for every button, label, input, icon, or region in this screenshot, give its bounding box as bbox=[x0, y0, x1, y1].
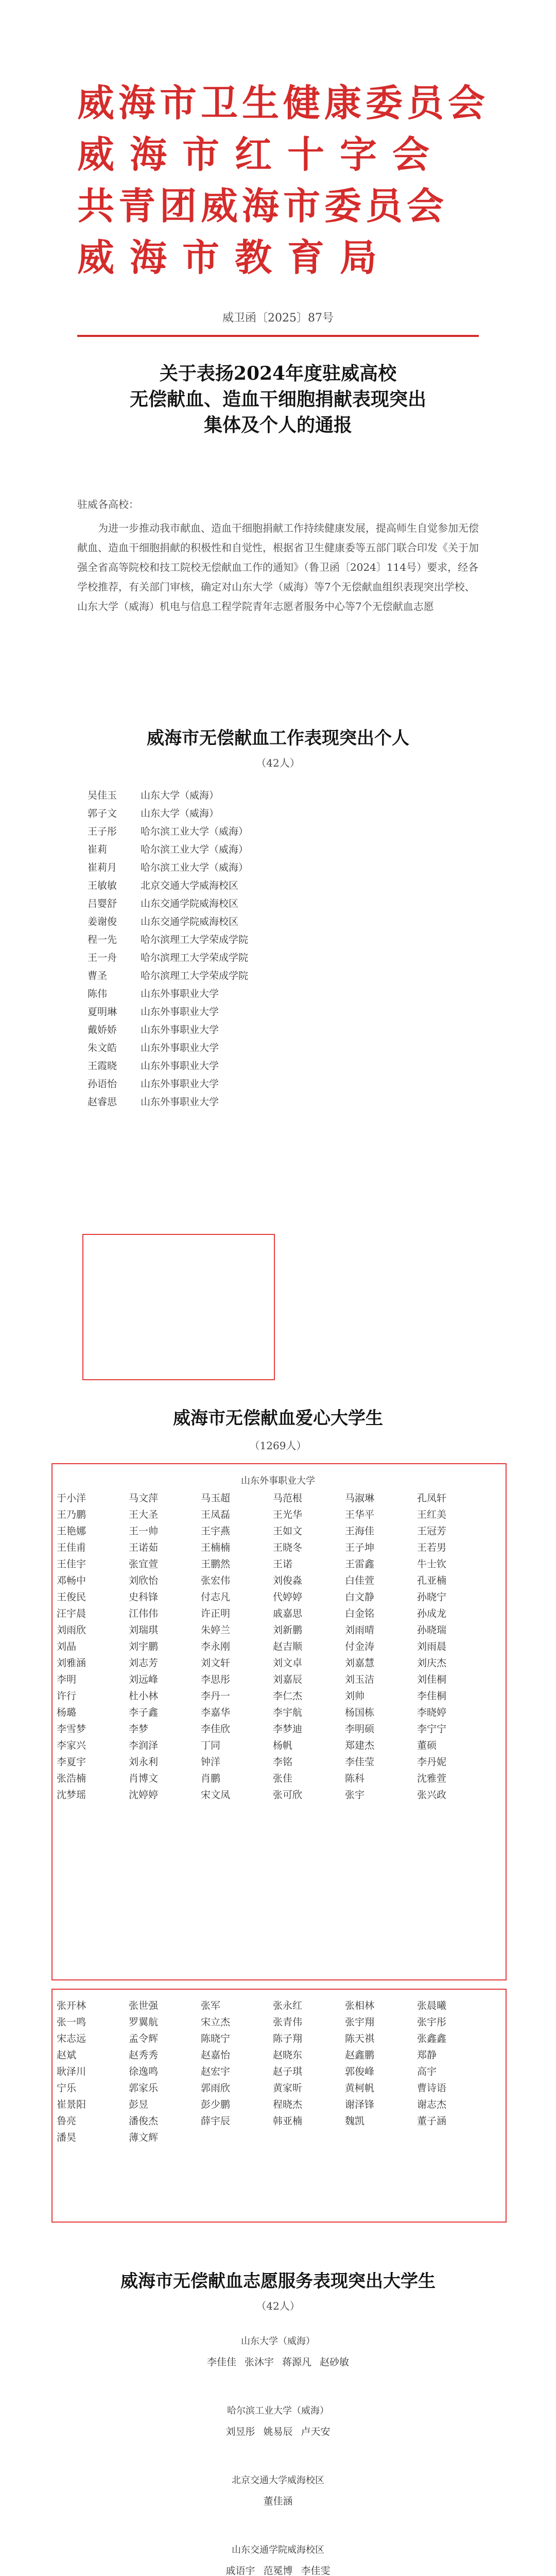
student-name: 张宜萱 bbox=[129, 1558, 159, 1570]
name-row bbox=[57, 1720, 499, 1736]
name-row bbox=[57, 1687, 499, 1703]
name-row bbox=[57, 2013, 499, 2029]
affiliation: 哈尔滨理工大学荣成学院 bbox=[141, 970, 249, 981]
student-name: 刘宇鹏 bbox=[129, 1640, 159, 1652]
student-name: 董硕 bbox=[417, 1739, 437, 1751]
name-row bbox=[57, 1769, 499, 1786]
person-name: 王子彤 bbox=[88, 826, 117, 837]
section-count: （42人） bbox=[256, 757, 300, 769]
individual-entry bbox=[88, 1020, 530, 1038]
student-name: 刘嘉辰 bbox=[273, 1673, 303, 1685]
person-name: 曹圣 bbox=[88, 970, 108, 981]
affiliation: 山东交通学院威海校区 bbox=[141, 916, 239, 927]
individual-entry bbox=[88, 912, 530, 930]
affiliation: 山东交通学院威海校区 bbox=[141, 898, 239, 909]
person-name: 王敏敏 bbox=[88, 880, 117, 891]
name-row bbox=[57, 1670, 499, 1687]
name-row bbox=[57, 2046, 499, 2062]
student-name: 张宇 bbox=[345, 1789, 365, 1801]
student-name: 彭昱 bbox=[129, 2098, 149, 2110]
student-name: 孔凤轩 bbox=[417, 1492, 447, 1504]
student-name: 戚嘉思 bbox=[273, 1607, 303, 1619]
student-name: 王乃鹏 bbox=[57, 1509, 86, 1520]
student-name: 黄柯帆 bbox=[345, 2082, 375, 2094]
affiliation: 哈尔滨工业大学（威海） bbox=[141, 862, 249, 873]
student-name: 王冠芳 bbox=[417, 1525, 447, 1537]
student-name: 陈晓宁 bbox=[201, 2032, 231, 2044]
name-row bbox=[57, 1489, 499, 1505]
person-name: 朱文皓 bbox=[88, 1042, 117, 1054]
affiliation: 北京交通大学威海校区 bbox=[141, 880, 239, 891]
student-name: 刘远峰 bbox=[129, 1673, 159, 1685]
individual-entry bbox=[88, 1092, 530, 1110]
student-name: 郭俊峰 bbox=[345, 2065, 375, 2077]
individual-entry bbox=[88, 984, 530, 1002]
affiliation: 山东外事职业大学 bbox=[141, 1060, 219, 1072]
student-name: 刘雨晨 bbox=[417, 1640, 447, 1652]
student-name: 董子涵 bbox=[417, 2115, 447, 2127]
student-name: 张浩楠 bbox=[57, 1772, 86, 1784]
student-name: 刘文卓 bbox=[273, 1657, 303, 1669]
person-name: 吴佳玉 bbox=[88, 790, 117, 801]
body-paragraph: 为进一步推动我市献血、造血干细胞捐献工作持续健康发展，提高师生自觉参加无偿献血、造血干细胞捐献的积极性和自觉性，根据省卫生健康委等五部门联合印发《关于加强全省高等院校和技工院校无偿献血工作的通知》（鲁卫函〔2024〕114号）要求，经各学校推荐，有关部门审核，确定对山东大学（威海）等7个无偿献血组织表现突出学校、山东大学（威海）机电与信息工程学院青年志愿者服务中心等7个无偿献血志愿 bbox=[77, 522, 479, 613]
student-name: 于小洋 bbox=[57, 1492, 86, 1504]
affiliation: 哈尔滨理工大学荣成学院 bbox=[141, 934, 249, 945]
student-name: 王楠楠 bbox=[201, 1541, 231, 1553]
highlight-box bbox=[82, 1234, 275, 1380]
section-count: （42人） bbox=[256, 2300, 300, 2312]
name-row bbox=[57, 1555, 499, 1571]
student-name: 沈梦瑶 bbox=[57, 1789, 86, 1801]
student-name: 张世强 bbox=[129, 1999, 159, 2011]
red-divider bbox=[77, 335, 479, 337]
student-name: 李明 bbox=[57, 1673, 77, 1685]
student-name: 赵宏宇 bbox=[201, 2065, 231, 2077]
student-name: 肖博文 bbox=[129, 1772, 159, 1784]
student-name: 赵秀秀 bbox=[129, 2049, 159, 2061]
student-name: 李嘉华 bbox=[201, 1706, 231, 1718]
person-name: 董佳涵 bbox=[263, 2496, 293, 2507]
individual-entry bbox=[88, 1074, 530, 1092]
individual-list bbox=[88, 786, 530, 1110]
student-name: 马范根 bbox=[273, 1492, 303, 1504]
individual-entry bbox=[88, 930, 530, 948]
name-row bbox=[57, 2062, 499, 2079]
student-name: 鲁亮 bbox=[57, 2115, 77, 2127]
student-name: 高宇 bbox=[417, 2065, 437, 2077]
student-name: 张相林 bbox=[345, 1999, 375, 2011]
name-row bbox=[57, 2095, 499, 2112]
person-name: 夏明琳 bbox=[88, 1006, 117, 1018]
student-name: 李子鑫 bbox=[129, 1706, 159, 1718]
student-name: 李梦 bbox=[129, 1723, 149, 1735]
org-line-4: 威海市教育局 bbox=[77, 235, 393, 279]
student-name: 薛宇辰 bbox=[201, 2115, 231, 2127]
affiliation: 山东外事职业大学 bbox=[141, 1096, 219, 1108]
student-name: 韩亚楠 bbox=[273, 2115, 303, 2127]
student-name: 刘雨欣 bbox=[57, 1624, 86, 1636]
affiliation: 山东大学（威海） bbox=[141, 808, 219, 819]
student-name: 李仁杰 bbox=[273, 1690, 303, 1702]
student-name: 李明硕 bbox=[345, 1723, 375, 1735]
student-name: 李润泽 bbox=[129, 1739, 159, 1751]
school-heading: 哈尔滨工业大学（威海） bbox=[227, 2405, 329, 2416]
person-name: 赵砂敏 bbox=[320, 2357, 350, 2368]
name-row bbox=[57, 1703, 499, 1720]
student-name: 李家兴 bbox=[57, 1739, 86, 1751]
student-name: 王大圣 bbox=[129, 1509, 159, 1520]
person-name: 陈伟 bbox=[88, 988, 108, 999]
student-name: 张晨曦 bbox=[417, 1999, 447, 2011]
title-line-3: 集体及个人的通报 bbox=[203, 414, 352, 436]
student-name: 郑静 bbox=[417, 2049, 437, 2061]
student-name: 刘佳桐 bbox=[417, 1673, 447, 1685]
student-name: 江伟伟 bbox=[129, 1607, 159, 1619]
student-name: 宋志远 bbox=[57, 2032, 86, 2044]
student-name: 曹诗语 bbox=[417, 2082, 447, 2094]
student-name: 沈雅萱 bbox=[417, 1772, 447, 1784]
school-heading: 山东交通学院威海校区 bbox=[232, 2545, 324, 2555]
student-name: 张青伟 bbox=[273, 2016, 303, 2028]
student-name: 耿泽川 bbox=[57, 2065, 86, 2077]
person-name: 程一先 bbox=[88, 934, 117, 945]
person-name: 孙语怡 bbox=[88, 1078, 117, 1090]
student-name: 李思彤 bbox=[201, 1673, 231, 1685]
name-row bbox=[57, 2128, 499, 2145]
affiliation: 哈尔滨工业大学（威海） bbox=[141, 844, 249, 855]
title-line-2: 无偿献血、造血干细胞捐献表现突出 bbox=[129, 388, 426, 410]
student-name: 郭家乐 bbox=[129, 2082, 159, 2094]
student-name: 张永红 bbox=[273, 1999, 303, 2011]
student-name: 刘雨晴 bbox=[345, 1624, 375, 1636]
student-name: 孟令辉 bbox=[129, 2032, 159, 2044]
person-name: 刘昱彤 bbox=[225, 2426, 255, 2437]
student-name: 陈天祺 bbox=[345, 2032, 375, 2044]
student-name: 张鑫鑫 bbox=[417, 2032, 447, 2044]
student-name: 刘志芳 bbox=[129, 1657, 159, 1669]
name-row bbox=[57, 1505, 499, 1522]
person-name: 王一舟 bbox=[88, 952, 117, 963]
name-row bbox=[57, 1996, 499, 2013]
affiliation: 山东外事职业大学 bbox=[141, 988, 219, 999]
individual-entry bbox=[88, 876, 530, 894]
name-row bbox=[57, 2029, 499, 2046]
student-name: 王若男 bbox=[417, 1541, 447, 1553]
school-heading: 山东大学（威海） bbox=[241, 2336, 315, 2347]
person-name: 姚易辰 bbox=[263, 2426, 293, 2437]
student-name: 张一鸣 bbox=[57, 2016, 86, 2028]
student-name: 王诺茹 bbox=[129, 1541, 159, 1553]
student-name: 赵晓东 bbox=[273, 2049, 303, 2061]
issuing-organizations bbox=[77, 77, 490, 283]
student-name: 杨帆 bbox=[273, 1739, 293, 1751]
name-row bbox=[57, 1654, 499, 1670]
student-name: 刘雅涵 bbox=[57, 1657, 86, 1669]
name-row bbox=[57, 1588, 499, 1604]
student-name: 付金涛 bbox=[345, 1640, 375, 1652]
title-line-1: 关于表扬2024年度驻威高校 bbox=[159, 363, 397, 384]
student-name: 王俊民 bbox=[57, 1591, 86, 1603]
student-name: 孙成龙 bbox=[417, 1607, 447, 1619]
student-name: 谢泽锋 bbox=[345, 2098, 375, 2110]
student-name: 沈婷婷 bbox=[129, 1789, 159, 1801]
student-name: 程晓杰 bbox=[273, 2098, 303, 2110]
student-name: 刘晶 bbox=[57, 1640, 77, 1652]
section-title-students: 威海市无偿献血爱心大学生 bbox=[173, 1408, 383, 1429]
student-name: 郭雨欣 bbox=[201, 2082, 231, 2094]
notice-title bbox=[0, 361, 556, 438]
individual-entry bbox=[88, 804, 530, 822]
person-name: 张沐宇 bbox=[244, 2357, 274, 2368]
individual-entry bbox=[88, 822, 530, 840]
person-name: 崔莉 bbox=[88, 844, 108, 855]
name-row bbox=[0, 2354, 556, 2368]
student-name: 王华平 bbox=[345, 1509, 375, 1520]
student-name: 刘庆杰 bbox=[417, 1657, 447, 1669]
student-name: 杨国栋 bbox=[345, 1706, 375, 1718]
student-name: 刘帅 bbox=[345, 1690, 365, 1702]
individual-entry bbox=[88, 858, 530, 876]
student-name: 李永刚 bbox=[201, 1640, 231, 1652]
student-name: 王宇燕 bbox=[201, 1525, 231, 1537]
name-row bbox=[57, 2112, 499, 2128]
individual-entry bbox=[88, 1038, 530, 1056]
individual-entry bbox=[88, 948, 530, 966]
person-name: 蒋源凡 bbox=[282, 2357, 312, 2368]
individual-entry bbox=[88, 1002, 530, 1020]
student-name: 张宏伟 bbox=[201, 1574, 231, 1586]
person-name: 崔莉月 bbox=[88, 862, 117, 873]
person-name: 李佳雯 bbox=[301, 2565, 331, 2576]
student-name: 刘永利 bbox=[129, 1756, 159, 1768]
student-name: 白金铭 bbox=[345, 1607, 375, 1619]
name-row bbox=[57, 1604, 499, 1621]
student-name: 刘文轩 bbox=[201, 1657, 231, 1669]
name-row bbox=[57, 2079, 499, 2095]
student-name: 黄家昕 bbox=[273, 2082, 303, 2094]
student-name: 张军 bbox=[201, 1999, 221, 2011]
section-title-volunteers: 威海市无偿献血志愿服务表现突出大学生 bbox=[120, 2271, 436, 2292]
school-heading: 北京交通大学威海校区 bbox=[232, 2475, 324, 2486]
org-line-2: 威海市红十字会 bbox=[77, 132, 445, 176]
student-name: 李宇航 bbox=[273, 1706, 303, 1718]
student-name: 王雷鑫 bbox=[345, 1558, 375, 1570]
student-name: 白佳萱 bbox=[345, 1574, 375, 1586]
student-name: 王海佳 bbox=[345, 1525, 375, 1537]
student-name: 许正明 bbox=[201, 1607, 231, 1619]
section-count: （1269人） bbox=[249, 1439, 307, 1452]
person-name: 范冕博 bbox=[263, 2565, 293, 2576]
student-name: 丁同 bbox=[201, 1739, 221, 1751]
student-name: 刘瑞琪 bbox=[129, 1624, 159, 1636]
student-grid-continued bbox=[57, 1996, 499, 2145]
individual-entry bbox=[88, 894, 530, 912]
affiliation: 山东外事职业大学 bbox=[141, 1078, 219, 1090]
affiliation: 山东外事职业大学 bbox=[141, 1042, 219, 1054]
student-name: 孙晓瑞 bbox=[417, 1624, 447, 1636]
student-name: 杨璐 bbox=[57, 1706, 77, 1718]
student-name: 张宇彤 bbox=[417, 2016, 447, 2028]
student-name: 代婷婷 bbox=[273, 1591, 303, 1603]
student-name: 王凤磊 bbox=[201, 1509, 231, 1520]
student-name: 赵鑫鹏 bbox=[345, 2049, 375, 2061]
student-name: 刘嘉慧 bbox=[345, 1657, 375, 1669]
student-name: 谢志杰 bbox=[417, 2098, 447, 2110]
student-name: 张佳 bbox=[273, 1772, 293, 1784]
person-name: 吕婴舒 bbox=[88, 898, 117, 909]
student-name: 肖鹏 bbox=[201, 1772, 221, 1784]
individual-entry bbox=[88, 840, 530, 858]
student-name: 付志凡 bbox=[201, 1591, 231, 1603]
person-name: 姜谢俊 bbox=[88, 916, 117, 927]
student-name: 李雪梦 bbox=[57, 1723, 86, 1735]
student-name: 赵子琪 bbox=[273, 2065, 303, 2077]
student-name: 李梦迪 bbox=[273, 1723, 303, 1735]
affiliation: 山东外事职业大学 bbox=[141, 1024, 219, 1036]
student-name: 赵斌 bbox=[57, 2049, 77, 2061]
student-name: 孙晓宁 bbox=[417, 1591, 447, 1603]
name-row bbox=[57, 1753, 499, 1769]
student-name: 张可欣 bbox=[273, 1789, 303, 1801]
student-name: 李夏宇 bbox=[57, 1756, 86, 1768]
student-name: 刘玉洁 bbox=[345, 1673, 375, 1685]
name-row bbox=[57, 1538, 499, 1555]
student-name: 李铭 bbox=[273, 1756, 293, 1768]
student-grid bbox=[57, 1489, 499, 1802]
person-name: 王霞晓 bbox=[88, 1060, 117, 1072]
student-name: 宋文凤 bbox=[201, 1789, 231, 1801]
person-name: 卢天安 bbox=[301, 2426, 331, 2437]
student-name: 史科锋 bbox=[129, 1591, 159, 1603]
student-name: 李佳莹 bbox=[345, 1756, 375, 1768]
document-number: 威卫函〔2025〕87号 bbox=[222, 312, 334, 325]
student-name: 王一帅 bbox=[129, 1525, 159, 1537]
student-name: 李宁宁 bbox=[417, 1723, 447, 1735]
student-name: 宁乐 bbox=[57, 2082, 77, 2094]
notice-body bbox=[77, 495, 479, 616]
student-name: 王佳宇 bbox=[57, 1558, 86, 1570]
student-name: 李丹一 bbox=[201, 1690, 231, 1702]
student-name: 刘新鹏 bbox=[273, 1624, 303, 1636]
student-name: 牛士钦 bbox=[417, 1558, 447, 1570]
student-name: 李丹妮 bbox=[417, 1756, 447, 1768]
student-name: 王子坤 bbox=[345, 1541, 375, 1553]
school-heading: 山东外事职业大学 bbox=[241, 1476, 315, 1486]
student-name: 白文静 bbox=[345, 1591, 375, 1603]
student-name: 赵嘉怡 bbox=[201, 2049, 231, 2061]
affiliation: 哈尔滨工业大学（威海） bbox=[141, 826, 249, 837]
student-name: 薄文辉 bbox=[129, 2131, 159, 2143]
student-name: 李晓婷 bbox=[417, 1706, 447, 1718]
name-row bbox=[0, 2563, 556, 2576]
name-row bbox=[57, 1571, 499, 1588]
student-name: 马淑琳 bbox=[345, 1492, 375, 1504]
student-name: 张开林 bbox=[57, 1999, 86, 2011]
student-name: 许行 bbox=[57, 1690, 77, 1702]
student-name: 陈子翔 bbox=[273, 2032, 303, 2044]
student-name: 王佳甫 bbox=[57, 1541, 86, 1553]
person-name: 李佳佳 bbox=[206, 2357, 236, 2368]
affiliation: 山东外事职业大学 bbox=[141, 1006, 219, 1018]
name-row bbox=[57, 1522, 499, 1538]
person-name: 戚语宇 bbox=[225, 2565, 255, 2576]
affiliation: 哈尔滨理工大学荣成学院 bbox=[141, 952, 249, 963]
student-name: 钟洋 bbox=[201, 1756, 221, 1768]
student-name: 宋立杰 bbox=[201, 2016, 231, 2028]
salutation: 驻威各高校： bbox=[77, 498, 139, 511]
section-title-individuals: 威海市无偿献血工作表现突出个人 bbox=[147, 728, 409, 749]
student-name: 潘俊杰 bbox=[129, 2115, 159, 2127]
student-name: 王鹏然 bbox=[201, 1558, 231, 1570]
student-name: 潘昊 bbox=[57, 2131, 77, 2143]
affiliation: 山东大学（威海） bbox=[141, 790, 219, 801]
person-name: 赵睿思 bbox=[88, 1096, 117, 1108]
student-name: 刘欣怡 bbox=[129, 1574, 159, 1586]
org-line-1: 威海市卫生健康委员会 bbox=[77, 81, 490, 125]
student-name: 张宇翔 bbox=[345, 2016, 375, 2028]
individual-entry bbox=[88, 966, 530, 984]
student-name: 赵吉顺 bbox=[273, 1640, 303, 1652]
student-name: 魏凯 bbox=[345, 2115, 365, 2127]
student-name: 张兴政 bbox=[417, 1789, 447, 1801]
name-row bbox=[57, 1621, 499, 1637]
org-line-3: 共青团威海市委员会 bbox=[77, 184, 448, 228]
student-name: 陈科 bbox=[345, 1772, 365, 1784]
student-name: 王诺 bbox=[273, 1558, 293, 1570]
student-name: 郑建杰 bbox=[345, 1739, 375, 1751]
person-name: 郭子文 bbox=[88, 808, 117, 819]
name-row bbox=[57, 1736, 499, 1753]
student-name: 孔亚楠 bbox=[417, 1574, 447, 1586]
student-name: 王如文 bbox=[273, 1525, 303, 1537]
student-name: 杜小林 bbox=[129, 1690, 159, 1702]
name-row bbox=[0, 2424, 556, 2438]
name-row bbox=[0, 2494, 556, 2507]
name-row bbox=[57, 1637, 499, 1654]
student-name: 徐逸鸣 bbox=[129, 2065, 159, 2077]
student-name: 王红美 bbox=[417, 1509, 447, 1520]
student-name: 王艳娜 bbox=[57, 1525, 86, 1537]
name-row bbox=[57, 1786, 499, 1802]
student-name: 马文萍 bbox=[129, 1492, 159, 1504]
student-name: 马玉超 bbox=[201, 1492, 231, 1504]
student-name: 刘俊淼 bbox=[273, 1574, 303, 1586]
individual-entry bbox=[88, 1056, 530, 1074]
student-name: 汪宇晨 bbox=[57, 1607, 86, 1619]
individual-entry bbox=[88, 786, 530, 804]
student-name: 王晓冬 bbox=[273, 1541, 303, 1553]
student-name: 王光华 bbox=[273, 1509, 303, 1520]
student-name: 邓畅中 bbox=[57, 1574, 86, 1586]
person-name: 戴娇娇 bbox=[88, 1024, 117, 1036]
student-name: 崔景阳 bbox=[57, 2098, 86, 2110]
student-name: 朱婷兰 bbox=[201, 1624, 231, 1636]
student-name: 李佳桐 bbox=[417, 1690, 447, 1702]
student-name: 彭少鹏 bbox=[201, 2098, 231, 2110]
student-name: 罗翼航 bbox=[129, 2016, 159, 2028]
student-name: 李佳欣 bbox=[201, 1723, 231, 1735]
